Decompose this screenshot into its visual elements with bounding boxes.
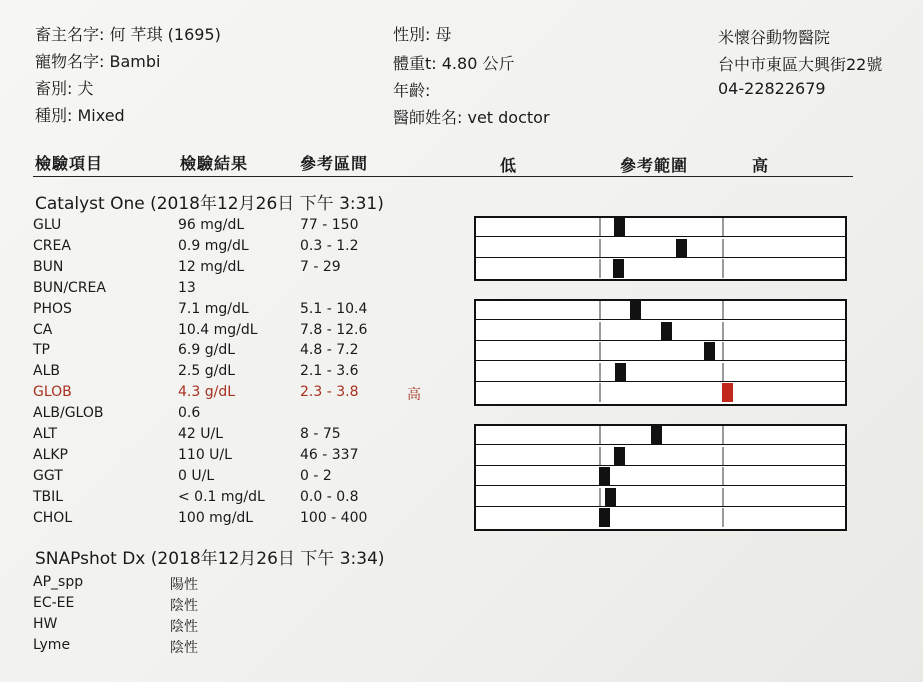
range-bar-phos [476,301,845,320]
test-range: 8 - 75 [300,426,341,442]
test-result: 100 mg/dL [178,509,254,526]
snap-test-name: AP_spp [33,574,84,590]
test-range: 0.0 - 0.8 [300,488,359,505]
table-row [0,280,923,301]
breed: 種別: Mixed [35,106,125,125]
range-bar-alkp [476,447,845,466]
col-item-header: 檢驗項目 [35,154,104,173]
range-tick [599,363,601,381]
weight: 體重t: 4.80 公斤 [393,54,515,73]
range-tick [722,426,724,444]
test-name: GGT [33,467,63,484]
range-bar-bun [476,259,845,278]
range-tick [599,488,601,506]
test-name: ALT [33,426,58,442]
test-name: ALKP [33,446,68,463]
range-marker [661,322,672,340]
clinic-phone: 04-22822679 [718,79,826,98]
test-result: 2.5 g/dL [178,363,236,380]
test-name: GLOB [33,384,72,401]
test-name: BUN [33,258,64,275]
range-bar-crea [476,239,845,258]
range-bar-alt [476,426,845,445]
test-range: 4.8 - 7.2 [300,342,359,359]
test-name: GLU [33,217,62,233]
test-result: 0.6 [178,405,201,422]
test-result: 10.4 mg/dL [178,321,258,338]
col-high-header: 高 [752,156,770,175]
col-range-header: 參考區間 [300,154,369,173]
vet-name: 醫師姓名: vet doctor [393,108,550,127]
header-divider [33,176,853,177]
sex: 性別: 母 [393,25,452,44]
table-row [0,405,923,426]
range-marker [605,488,616,506]
range-tick [722,322,724,340]
test-result: 110 U/L [178,446,232,463]
test-range: 2.3 - 3.8 [300,384,359,401]
snap-test-result: 陰性 [170,619,198,635]
range-bar-chol [476,508,845,527]
test-range: 0 - 2 [300,467,332,484]
pet-name: 寵物名字: Bambi [35,52,161,71]
test-range: 7.8 - 12.6 [300,321,368,338]
range-tick [722,488,724,506]
list-item [0,595,400,615]
test-range: 0.3 - 1.2 [300,237,359,254]
range-tick [599,239,601,257]
range-marker [630,301,641,319]
list-item [0,574,400,594]
range-bar-glob [476,383,845,402]
range-bar-glu [476,218,845,237]
snap-test-result: 陽性 [170,577,198,593]
snap-test-result: 陰性 [170,640,198,656]
range-tick [722,447,724,465]
test-result: 96 mg/dL [178,217,245,233]
col-low-header: 低 [500,156,518,175]
range-group-2 [474,299,847,406]
range-marker [614,447,625,465]
catalyst-section-title: Catalyst One (2018年12月26日 下午 3:31) [35,194,384,214]
test-result: 13 [178,279,196,296]
range-tick [599,322,601,340]
test-result: 6.9 g/dL [178,342,236,359]
clinic-name: 米懷谷動物醫院 [718,28,831,47]
range-tick [722,508,724,527]
test-range: 7 - 29 [300,258,341,275]
range-marker [599,467,610,485]
snap-test-name: HW [33,616,58,632]
range-marker [615,363,626,381]
range-tick [599,301,601,319]
snap-test-result: 陰性 [170,598,198,614]
range-tick [599,383,601,402]
test-result: 12 mg/dL [178,258,245,275]
range-marker [722,383,733,402]
range-bar-ggt [476,467,845,486]
test-result: 4.3 g/dL [178,384,236,401]
test-result: 0 U/L [178,467,215,484]
range-group-1 [474,216,847,281]
range-tick [722,342,724,360]
test-range: 100 - 400 [300,509,368,526]
test-name: CHOL [33,509,73,526]
snap-test-name: Lyme [33,637,71,653]
test-name: CA [33,321,53,338]
range-tick [722,239,724,257]
range-tick [722,467,724,485]
test-name: TBIL [33,488,64,505]
test-result: 7.1 mg/dL [178,300,249,317]
test-name: ALB/GLOB [33,405,104,422]
test-name: TP [33,342,50,359]
list-item [0,637,400,657]
test-range: 2.1 - 3.6 [300,363,359,380]
abnormal-flag: 高 [407,387,421,404]
test-result: 42 U/L [178,426,224,442]
col-refrange-header: 參考範圍 [620,156,689,175]
test-name: ALB [33,363,60,380]
test-result: < 0.1 mg/dL [178,488,265,505]
range-tick [599,342,601,360]
test-range: 77 - 150 [300,217,359,233]
range-marker [676,239,687,257]
test-range: 46 - 337 [300,446,359,463]
range-bar-tp [476,342,845,361]
range-tick [722,218,724,236]
range-bar-alb [476,363,845,382]
test-name: BUN/CREA [33,279,106,296]
test-result: 0.9 mg/dL [178,237,249,254]
range-group-3 [474,424,847,531]
range-bar-ca [476,322,845,341]
range-tick [722,363,724,381]
range-bar-tbil [476,488,845,507]
age: 年齡: [393,81,431,100]
range-tick [722,301,724,319]
owner-name: 畜主名字: 何 芊琪 (1695) [35,25,221,44]
range-marker [599,508,610,527]
snapshot-section-title: SNAPshot Dx (2018年12月26日 下午 3:34) [35,549,385,569]
range-tick [599,426,601,444]
test-range: 5.1 - 10.4 [300,300,368,317]
test-name: CREA [33,237,71,254]
snap-test-name: EC-EE [33,595,75,611]
range-tick [599,259,601,278]
col-result-header: 檢驗結果 [180,154,249,173]
range-marker [614,218,625,236]
clinic-address: 台中市東區大興街22號 [718,55,883,74]
species: 畜別: 犬 [35,79,94,98]
range-tick [599,447,601,465]
test-name: PHOS [33,300,72,317]
range-tick [599,218,601,236]
range-marker [651,426,662,444]
list-item [0,616,400,636]
range-marker [613,259,624,278]
range-marker [704,342,715,360]
range-tick [722,259,724,278]
